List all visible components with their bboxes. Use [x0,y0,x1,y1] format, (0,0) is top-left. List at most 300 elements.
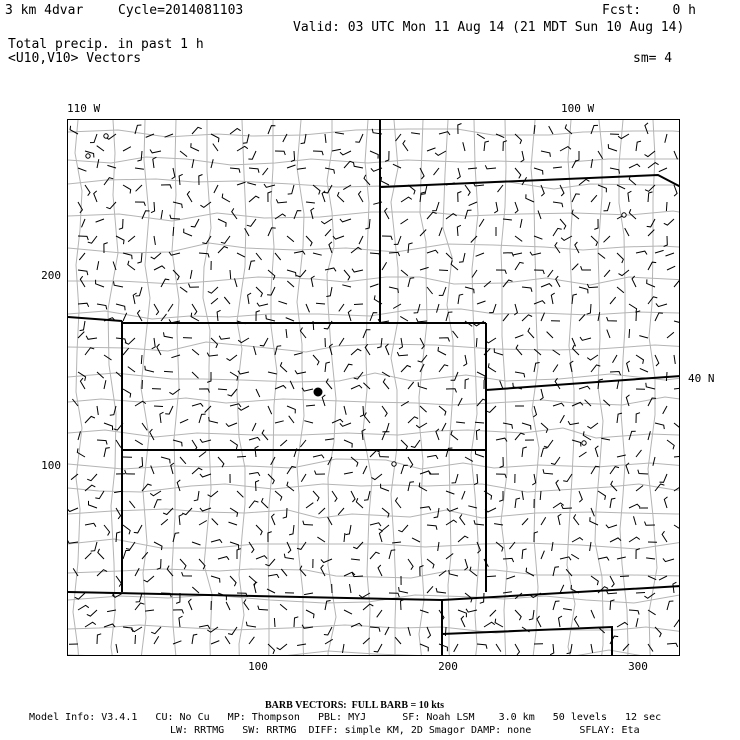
wind-barb [515,498,520,508]
wind-barb [303,521,313,525]
wind-barb [363,604,373,610]
wind-barb [179,174,183,185]
wind-barb [500,457,504,468]
wind-barb [396,134,402,141]
wind-barb [472,270,477,278]
wind-barb [199,521,207,526]
wind-barb [179,514,183,525]
wind-barb [351,385,362,389]
wind-barb [224,297,230,304]
wind-barb [96,219,104,222]
wind-barb [476,253,484,256]
wind-barb [135,202,145,206]
wind-barb [86,336,97,340]
wind-barb [522,423,531,430]
wind-barb [515,644,520,655]
county-line [68,509,680,518]
wind-barb [191,143,199,151]
wind-barb [274,618,275,627]
model-name: 3 km 4dvar [5,3,84,18]
wind-barb [674,355,675,364]
wind-barb [154,304,159,315]
model-info-line1: Model Info: V3.4.1 CU: No Cu MP: Thompson PBL: MYJ SF: Noah LSM 3.0 km 50 levels 12 sec [29,712,662,723]
wind-barb [154,266,165,270]
wind-barb [490,610,496,616]
wind-barb [629,610,639,615]
wind-barb [351,349,361,355]
wind-barb [571,554,579,559]
wind-barb [192,587,199,593]
wind-barb [325,362,330,372]
wind-barb [460,514,465,525]
wind-barb [408,627,410,636]
wind-barb [666,372,667,381]
wind-barb [300,440,306,447]
wind-barb [151,627,161,634]
wind-barb [613,355,618,363]
wind-barb [344,270,350,280]
wind-barb [237,146,248,151]
wind-barb [222,194,230,202]
wind-barb [364,491,370,500]
lat-label-40n: 40 N [688,372,715,385]
wind-barb [267,589,275,593]
wind-barb [252,423,256,431]
wind-barb [648,644,653,652]
wind-barb [549,126,553,134]
wind-barb [87,610,97,616]
wind-barb [515,262,524,270]
county-line [363,120,372,656]
wind-barb [344,364,353,372]
wind-barb [116,304,125,310]
wind-barb [636,251,647,254]
wind-barb [636,413,640,423]
county-line [68,539,680,549]
wind-barb [370,313,377,321]
wind-barb [401,401,409,406]
x-tick-100: 100 [248,660,268,673]
county-line [391,120,398,656]
wind-barb [392,542,401,543]
wind-barb [629,504,640,508]
city-marker-filled [314,388,322,396]
wind-barb [560,557,571,560]
wind-barb [522,491,523,500]
wind-barb [401,599,405,610]
wind-barb [325,439,334,440]
wind-barb [249,473,260,476]
wind-barb [192,349,199,355]
wind-barb [280,604,287,610]
wind-barb [123,389,131,398]
wind-barb [370,451,380,457]
wind-barb [533,406,536,417]
wind-barb [540,491,541,500]
wind-barb [230,576,236,586]
wind-barb [489,304,496,313]
model-info-line2: LW: RRTMG SW: RRTMG DIFF: simple KM, 2D Smagor DAMP: none SFLAY: Eta [170,725,640,736]
wind-barb [104,525,110,536]
wind-barb [439,365,448,372]
wind-barb [370,284,379,287]
wind-barb [556,480,560,491]
wind-barb [180,287,187,292]
wind-barb [495,619,503,627]
wind-barb [401,465,408,474]
wind-barb [192,403,203,406]
wind-barb [458,192,462,203]
wind-barb [289,525,294,535]
wind-barb [316,303,325,304]
wind-barb [237,253,245,257]
wind-barb [135,168,144,169]
wind-barb [499,491,503,501]
wind-barb [534,168,543,175]
wind-barb [230,129,241,135]
wind-barb [145,366,154,372]
wind-barb [95,491,104,499]
wind-barb [217,310,221,321]
wind-barb [555,378,560,389]
wind-barb [427,559,434,568]
wind-barb [313,491,319,501]
wind-barb [97,634,101,644]
wind-barb [97,304,107,309]
wind-barb [137,253,142,263]
wind-barb [295,370,306,373]
wind-barb [248,293,252,304]
wind-barb [548,270,553,277]
wind-barb [344,472,353,474]
wind-barb [664,497,667,508]
wind-barb [104,355,112,360]
wind-barb [408,243,413,253]
wind-barb [591,466,600,474]
wind-barb [436,588,446,593]
wind-barb [180,151,187,157]
wind-barb [484,349,490,356]
wind-barb [529,610,534,620]
wind-barb [333,236,344,239]
county-line [68,342,680,352]
wind-barb [268,574,279,578]
wind-barb [313,355,319,365]
wind-barb [401,197,412,202]
wind-barb [268,126,275,134]
wind-barb [420,230,426,237]
wind-barb [150,150,161,153]
wind-barb [370,627,380,632]
wind-barb [541,313,545,321]
wind-barb [218,457,224,467]
wind-barb [647,219,655,227]
wind-barb [439,132,450,135]
wind-barb [591,644,593,653]
wind-barb [454,644,458,652]
wind-barb [552,542,553,551]
wind-barb [401,440,407,450]
wind-barb [173,610,184,614]
wind-barb [477,134,485,139]
wind-barb [617,622,628,627]
wind-barb [287,281,294,287]
wind-barb [420,610,429,613]
wind-barb [648,163,659,168]
wind-barb [325,639,333,644]
wind-barb [655,355,659,366]
wind-barb [617,185,625,189]
wind-barb [89,501,98,508]
wind-barb [116,440,121,448]
wind-barb [408,482,414,491]
wind-barb [315,471,326,475]
wind-barb [665,134,667,143]
wind-barb [211,159,213,168]
wind-barb [171,463,174,474]
wind-barb [208,287,218,293]
county-line [203,120,212,656]
wind-barb [268,406,272,414]
field-title-precip: Total precip. in past 1 h [8,37,204,52]
county-line [297,120,305,656]
wind-barb [427,250,438,253]
wind-barb [427,586,433,593]
wind-barb [98,549,104,559]
wind-barb [590,542,591,551]
wind-barb [379,525,389,531]
wind-barb [275,421,284,423]
wind-barb [116,644,118,653]
wind-barb [553,403,564,406]
wind-barb [280,362,287,372]
wind-barb [258,606,268,610]
cycle-label: Cycle=2014081103 [118,3,244,18]
wind-barb [189,284,200,288]
wind-barb [340,151,351,155]
wind-barb [604,202,611,211]
wind-barb [457,225,461,236]
wind-barb [420,267,429,270]
wind-barb [192,542,201,545]
wind-barb [68,540,78,544]
wind-barb [579,287,588,293]
wind-barb [301,474,306,482]
wind-barb [587,355,598,360]
wind-barb [354,162,364,168]
wind-barb [123,253,132,259]
wind-barb [283,508,287,518]
wind-barb [595,446,598,457]
wind-barb [351,457,358,467]
wind-barb [486,406,496,412]
wind-barb [575,242,579,253]
wind-barb [385,151,389,161]
wind-barb [338,192,345,202]
wind-barb [256,389,260,397]
wind-barb [534,363,540,373]
wind-barb [151,202,155,213]
wind-barb [313,253,322,255]
wind-barb [610,498,615,508]
wind-barb [503,592,512,593]
wind-barb [286,318,294,321]
wind-barb [674,456,680,460]
wind-barb [226,423,237,426]
wind-barb [496,474,506,478]
wind-barb [579,386,590,389]
wind-barb [286,329,287,338]
wind-barb [587,423,598,428]
wind-barb [439,338,450,342]
wind-barb [674,388,680,392]
wind-barb [325,168,335,174]
wind-barb [574,616,579,627]
wind-barb [401,270,408,276]
wind-barb [249,437,260,440]
wind-barb [311,276,314,287]
wind-barb [382,262,387,270]
wind-barb [90,134,97,143]
wind-barb [608,144,617,151]
wind-barb [278,301,287,304]
wind-barb [459,253,465,262]
wind-barb [248,151,256,159]
wind-barb [80,276,85,287]
wind-barb [427,455,438,459]
wind-barb [634,516,637,525]
wind-barb [363,466,367,474]
wind-barb [85,553,91,559]
wind-barb [136,287,143,296]
wind-barb [553,202,563,207]
wind-barb [477,644,487,649]
wind-barb [339,338,344,346]
wind-barb [294,251,305,254]
wind-barb [119,219,123,229]
wind-barb [359,191,364,202]
wind-barb [164,371,173,372]
wind-barb [179,616,183,627]
wind-barb [338,508,344,515]
wind-barb [437,304,440,313]
wind-barb [477,372,485,380]
wind-barb [256,556,267,559]
wind-barb [88,236,97,243]
wind-barb [97,372,104,378]
wind-barb [461,616,465,627]
wind-barb [306,610,314,618]
wind-barb [104,178,113,185]
wind-barb [378,565,382,576]
wind-barb [471,236,477,243]
wind-barb [446,389,457,393]
wind-barb [610,538,621,542]
wind-barb [272,514,276,525]
wind-barb [78,270,88,275]
wind-barb [659,168,667,172]
wind-barb [627,361,630,372]
wind-barb [85,523,96,526]
wind-barb [136,185,142,191]
wind-barb [515,372,525,377]
wind-barb [636,593,645,594]
wind-barb [674,620,680,627]
wind-barb [522,549,527,559]
wind-barb [202,236,211,244]
wind-barb [434,508,439,518]
wind-barb [135,440,143,445]
wind-barb [538,211,541,220]
wind-barb [192,372,199,378]
county-line [531,120,539,656]
wind-barb [257,303,268,306]
wind-barb [255,446,259,457]
wind-barb [572,294,577,304]
wind-barb [476,338,477,347]
city-marker [104,134,108,138]
wind-barb [664,219,674,225]
wind-barb [306,202,315,203]
wind-barb [667,643,678,647]
wind-barb [211,540,222,543]
wind-barb [591,576,598,585]
wind-barb [551,293,554,304]
wind-barb [663,558,674,561]
wind-barb [294,353,303,355]
county-boundaries [68,120,680,656]
wind-barb [515,433,525,440]
state-border [442,627,612,656]
wind-barb [344,406,346,415]
wind-barb [439,571,446,577]
wind-barb [604,270,610,277]
wind-barb [116,576,121,587]
wind-barb [78,168,86,171]
wind-barb [666,202,667,211]
wind-barb [453,331,459,338]
wind-barb [674,321,680,323]
wind-barb [352,269,363,272]
wind-barb [503,219,512,220]
wind-barb [629,164,640,168]
wind-barb [382,423,389,432]
wind-barb [370,151,378,159]
wind-barb [150,429,154,440]
wind-barb [598,491,606,500]
wind-barb [442,423,446,431]
wind-barb [287,236,294,242]
state-boundaries [68,120,680,656]
wind-barb [439,406,446,416]
wind-barb [456,422,465,423]
wind-barb [636,618,638,627]
wind-barb [313,151,323,155]
wind-barb [427,287,433,294]
wind-barb [114,281,124,287]
wind-barb [142,423,147,430]
city-marker [86,154,90,158]
wind-barb [463,355,466,366]
wind-barb [603,400,610,406]
wind-barb [435,151,446,155]
wind-barb [346,525,352,535]
wind-barb [306,304,310,312]
wind-barb [638,470,648,474]
wind-barb [79,253,85,260]
wind-barb [256,287,262,297]
wind-barb [199,253,209,258]
